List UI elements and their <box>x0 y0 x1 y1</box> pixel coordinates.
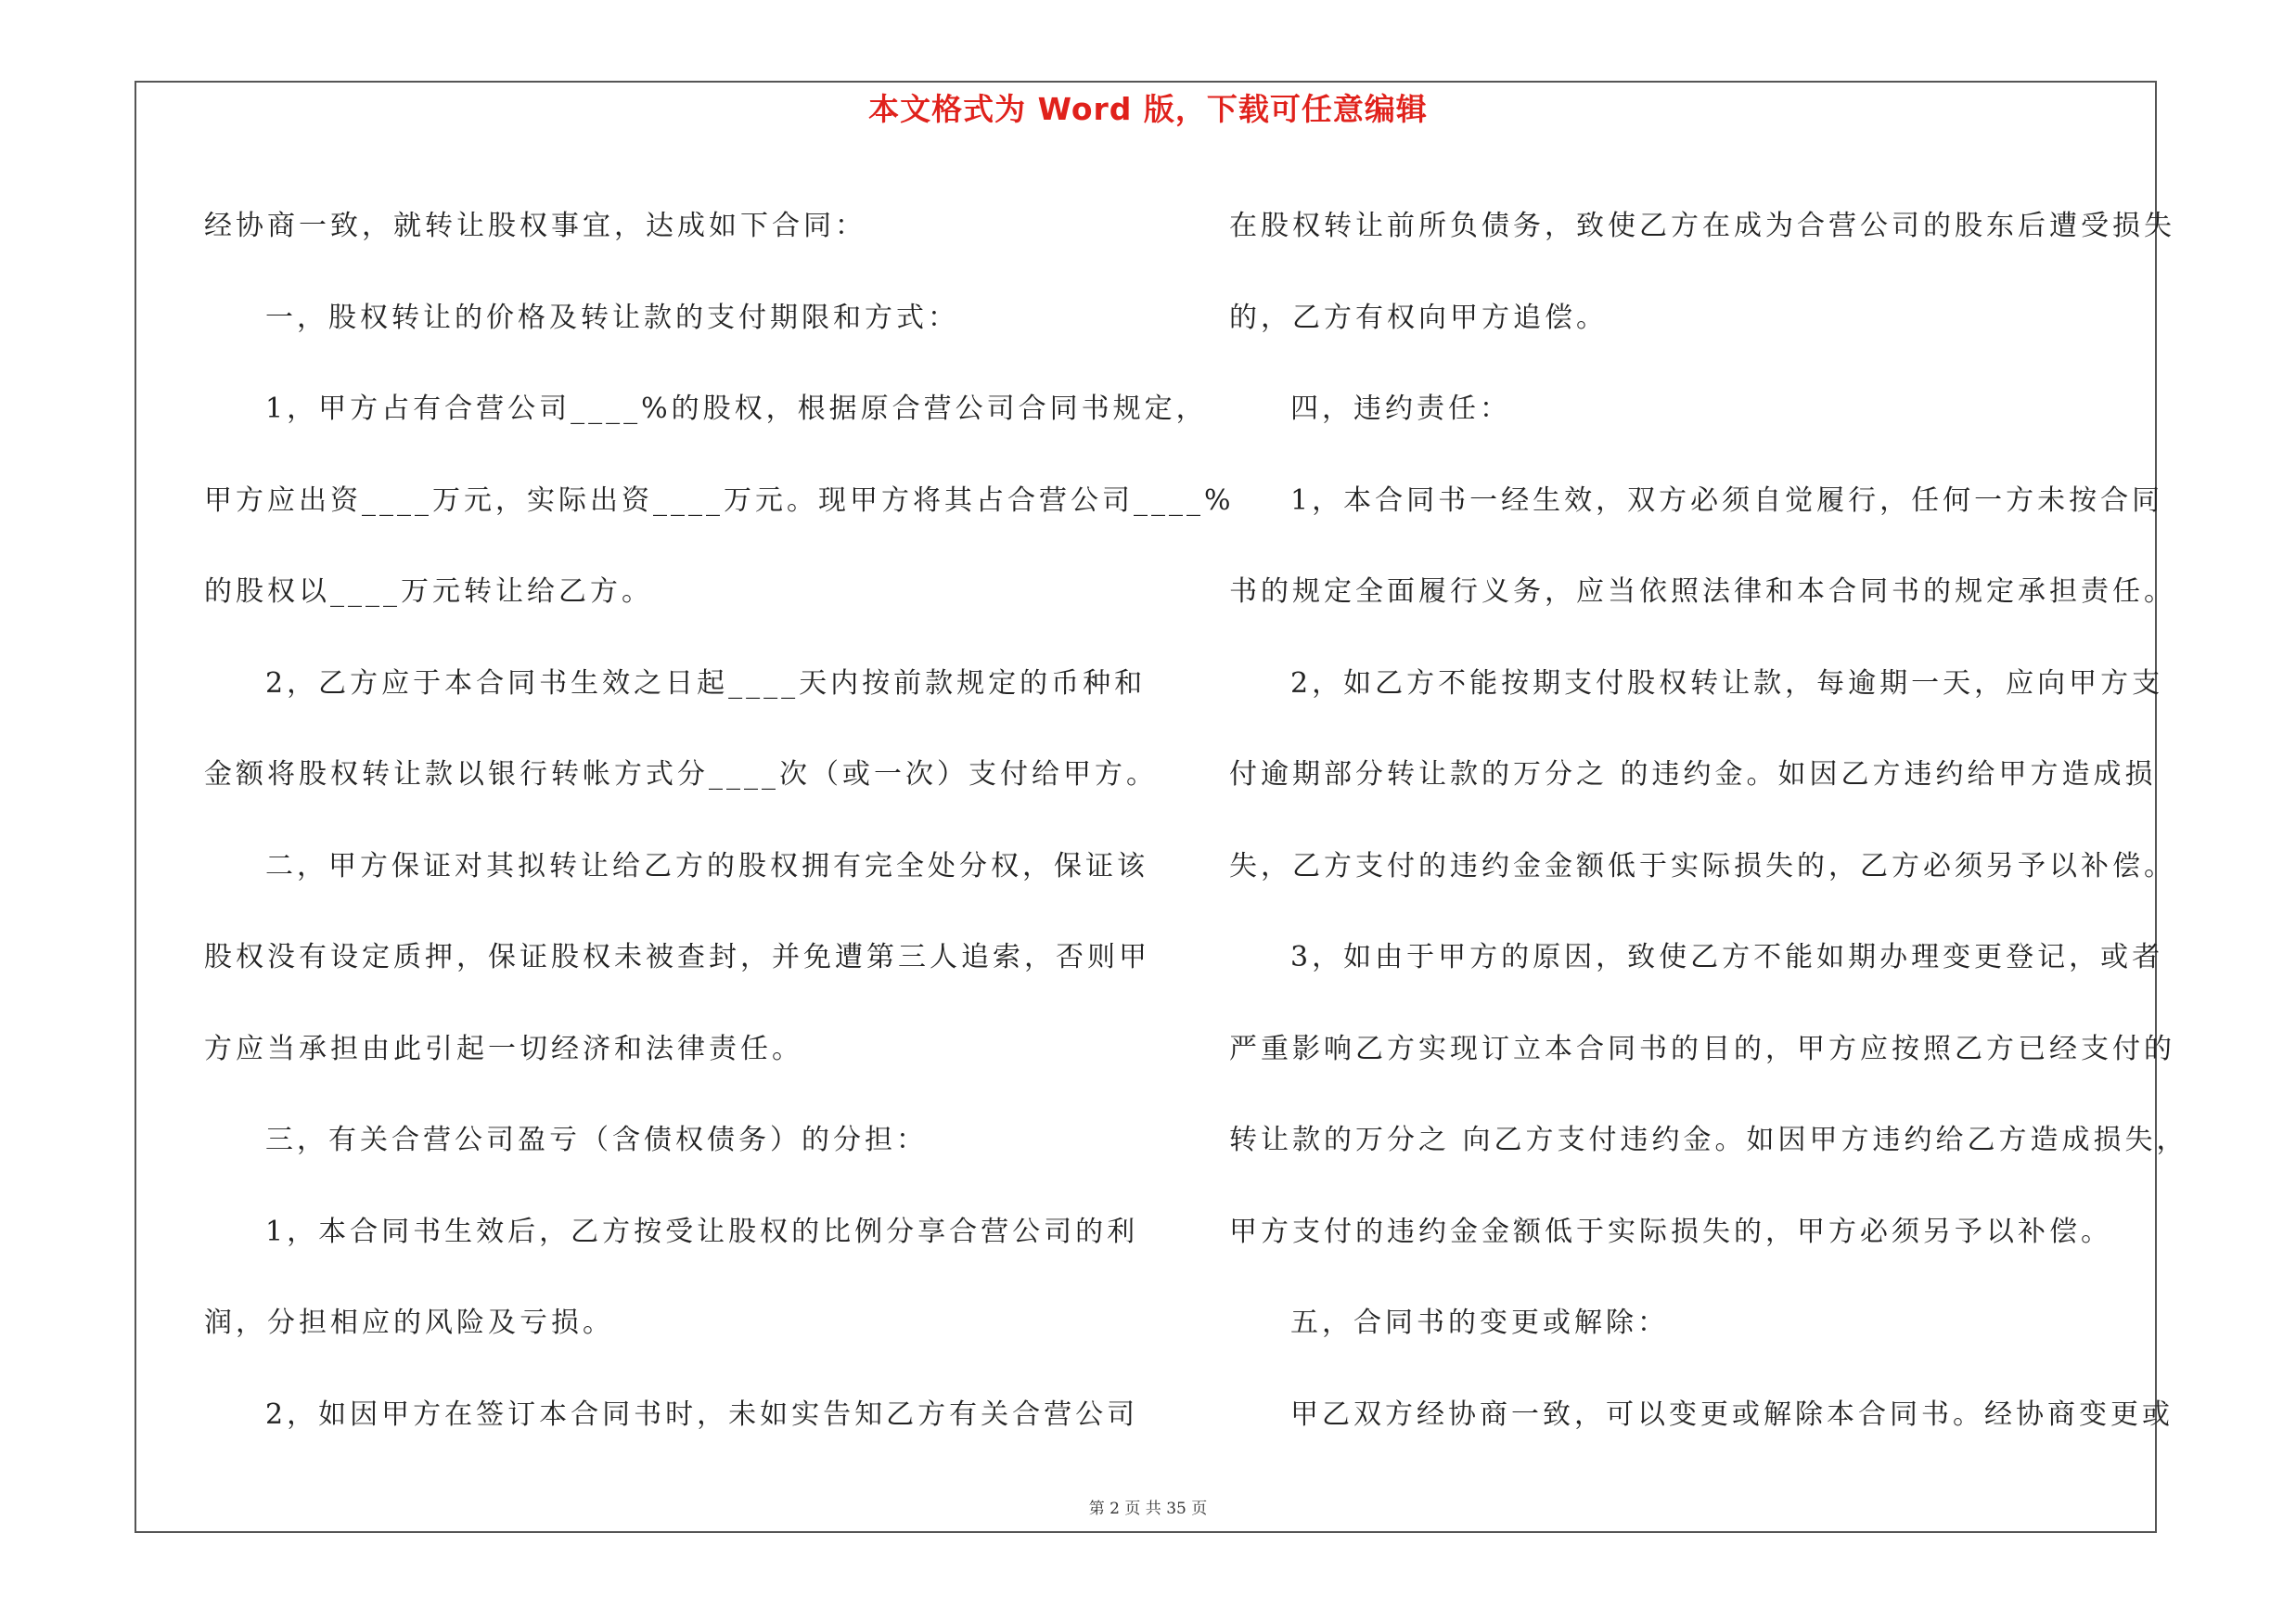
text-line: 付逾期部分转让款的万分之 的违约金。如因乙方违约给甲方造成损 <box>1229 758 2157 791</box>
text-line: 一，股权转让的价格及转让款的支付期限和方式： <box>265 301 959 334</box>
text-line: 经协商一致，就转让股权事宜，达成如下合同： <box>204 210 866 242</box>
text-line: 润，分担相应的风险及亏损。 <box>204 1307 614 1339</box>
text-line: 3，如由于甲方的原因，致使乙方不能如期办理变更登记，或者 <box>1290 941 2164 973</box>
text-line: 三，有关合营公司盈亏（含债权债务）的分担： <box>265 1124 928 1156</box>
text-line: 的股权以____万元转让给乙方。 <box>204 575 653 608</box>
text-line: 二，甲方保证对其拟转让给乙方的股权拥有完全处分权，保证该 <box>265 849 1148 882</box>
right-text-column <box>1229 181 2188 1461</box>
text-line: 1，本合同书一经生效，双方必须自觉履行，任何一方未按合同 <box>1290 483 2164 517</box>
text-line: 甲乙双方经协商一致，可以变更或解除本合同书。经协商变更或 <box>1290 1398 2174 1431</box>
text-line: 2，如乙方不能按期支付股权转让款，每逾期一天，应向甲方支 <box>1290 666 2164 700</box>
text-line: 转让款的万分之 向乙方支付违约金。如因甲方违约给乙方造成损失， <box>1229 1124 2188 1156</box>
editable-format-banner: 本文格式为 Word 版，下载可任意编辑 <box>868 91 1428 127</box>
page-number-footer: 第 2 页 共 35 页 <box>1088 1500 1208 1518</box>
left-text-column <box>204 181 1235 1461</box>
text-line: 1，本合同书生效后，乙方按受让股权的比例分享合营公司的利 <box>265 1215 1139 1248</box>
text-line: 股权没有设定质押，保证股权未被查封，并免遭第三人追索，否则甲 <box>204 941 1150 973</box>
text-line: 1，甲方占有合营公司____%的股权，根据原合营公司合同书规定， <box>265 393 1208 425</box>
text-line: 方应当承担由此引起一切经济和法律责任。 <box>204 1032 803 1065</box>
text-line: 甲方应出资____万元，实际出资____万元。现甲方将其占合营公司____% <box>204 483 1235 517</box>
text-line: 金额将股权转让款以银行转帐方式分____次（或一次）支付给甲方。 <box>204 758 1158 791</box>
text-line: 五，合同书的变更或解除： <box>1290 1307 1669 1339</box>
text-line: 的，乙方有权向甲方追偿。 <box>1229 301 1608 334</box>
text-line: 严重影响乙方实现订立本合同书的目的，甲方应按照乙方已经支付的 <box>1229 1032 2175 1065</box>
text-line: 四，违约责任： <box>1290 393 1511 425</box>
text-line: 甲方支付的违约金金额低于实际损失的，甲方必须另予以补偿。 <box>1229 1215 2112 1248</box>
text-line: 2，乙方应于本合同书生效之日起____天内按前款规定的币种和 <box>265 666 1147 700</box>
text-line: 失，乙方支付的违约金金额低于实际损失的，乙方必须另予以补偿。 <box>1229 849 2175 882</box>
text-line: 书的规定全面履行义务，应当依照法律和本合同书的规定承担责任。 <box>1229 575 2175 608</box>
text-line: 在股权转让前所负债务，致使乙方在成为合营公司的股东后遭受损失 <box>1229 210 2175 242</box>
text-line: 2，如因甲方在签订本合同书时，未如实告知乙方有关合营公司 <box>265 1398 1139 1431</box>
